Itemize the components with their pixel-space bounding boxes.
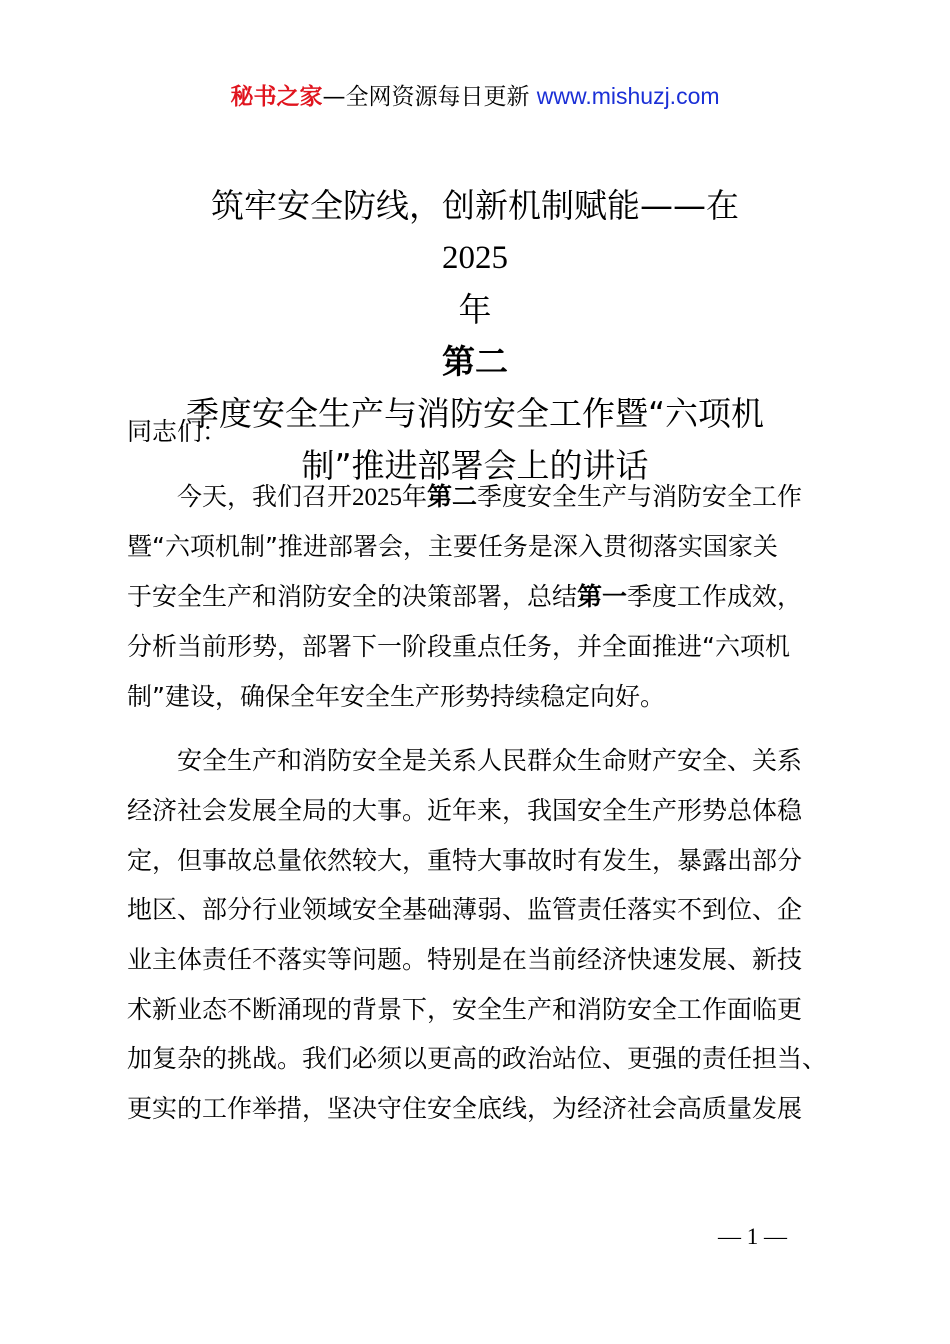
salutation: 同志们：: [127, 417, 228, 446]
site-tagline: —全网资源每日更新: [322, 84, 537, 110]
title-line-2: 第二 季度安全生产与消防安全工作暨“六项机: [185, 342, 765, 433]
page-number: — 1 —: [718, 1224, 787, 1249]
paragraph-2-line: 加复杂的挑战。我们必须以更高的政治站位、更强的责任担当、: [127, 1044, 828, 1074]
title-line-3: 制”推进部署会上的讲话: [301, 446, 649, 485]
paragraph-1-line: 今天，我们召开2025年第二季度安全生产与消防安全工作: [177, 481, 803, 511]
paragraph-2-line: 安全生产和消防安全是关系人民群众生命财产安全、关系: [177, 746, 803, 776]
paragraph-2-line: 业主体责任不落实等问题。特别是在当前经济快速发展、新技: [127, 945, 803, 975]
paragraph-2-line: 更实的工作举措，坚决守住安全底线，为经济社会高质量发展: [127, 1094, 803, 1124]
paragraph-1-line: 暨“六项机制”推进部署会，主要任务是深入贯彻落实国家关: [127, 532, 778, 562]
site-url-link[interactable]: www.mishuzj.com: [536, 83, 720, 109]
site-header: [0, 80, 950, 113]
paragraph-1-line: 制”建设，确保全年安全生产形势持续稳定向好。: [127, 681, 665, 711]
paragraph-2-line: 地区、部分行业领域安全基础薄弱、监管责任落实不到位、企: [127, 895, 803, 925]
paragraph-2-line: 定，但事故总量依然较大，重特大事故时有发生，暴露出部分: [127, 845, 803, 875]
site-brand: 秘书之家: [230, 84, 323, 110]
paragraph-1: [127, 472, 847, 722]
paragraph-gap: [127, 457, 847, 472]
paragraph-2-line: 术新业态不断涌现的背景下，安全生产和消防安全工作面临更: [127, 994, 803, 1024]
paragraph-2-line: 经济社会发展全局的大事。近年来，我国安全生产形势总体稳: [127, 795, 803, 825]
paragraph-gap: [127, 721, 847, 736]
paragraph-1-line: 分析当前形势，部署下一阶段重点任务，并全面推进“六项机: [127, 631, 790, 661]
title-line-1: 筑牢安全防线，创新机制赋能——在 2025 年: [211, 186, 739, 329]
paragraph-1-line: 于安全生产和消防安全的决策部署，总结第一季度工作成效，: [127, 582, 803, 612]
document-body: [127, 407, 847, 1134]
paragraph-2: [127, 736, 847, 1134]
